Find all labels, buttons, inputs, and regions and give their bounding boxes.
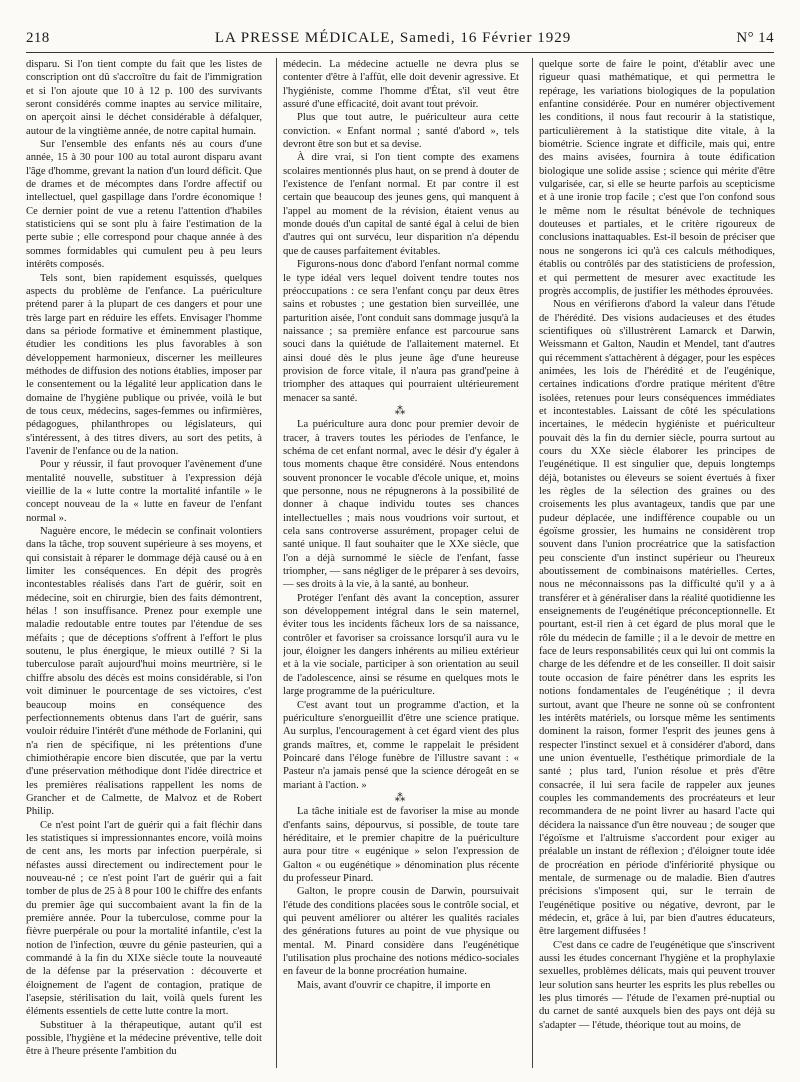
paragraph: Figurons-nous donc d'abord l'enfant normal comme le type idéal vers lequel doivent tendre toutes nos préoccupations : ce sera l'enfant conçu par deux êtres sains et robustes ; une gestation bien surveillée, une parturition aisée, l'ont conduit sans dommage jusqu'à la naissance ; sa première enfance est parcourue sans souci dans la quiétude de l'allaitement maternel. Et ainsi doué dès le plus jeune âge d'une heureuse provision de force vitale, il n'aura pas grand'peine à triompher des attaques qui pourraient ultérieurement menacer sa santé.	[283, 259, 519, 404]
paragraph: Nous en vérifierons d'abord la valeur dans l'étude de l'hérédité. Des visions audacieuses et des études scientifiques où s'illustrèrent Lamarck et Darwin, Weissmann et Galton, Naudin et Mendel, tant d'autres qui récemment s'attachèrent à dégager, pour les espèces animées, les lois de l'hérédité et de l'eugénique, certaines indications d'ordre pratique méritent d'être isolées, retenues pour leurs conséquences immédiates et incontestables. Laissant de côté les spéculations incertaines, le médecin hygiéniste et puériculteur pouvait dès la fin du dernier siècle, pourra surtout au cours du XXe siècle élaborer les principes de l'eugénétique. Il est singulier que, depuis longtemps déjà, botanistes ou éleveurs se soient évertués à fixer les règles de la sélection des graines ou des croisements les plus avantageux, tandis que par une pudeur déplacée, une indifférence coupable ou un égoïsme grossier, les humains ne considèrent trop souvent dans l'union procréatrice que la satisfaction peu consciente d'un instinct supérieur ou l'heureux aboutissement de combinaisons matérielles. Certes, nous ne méconnaissons pas la difficulté qu'il y a à transférer et à généraliser dans la réalité quotidienne les enseignements de l'eugénétique préconceptionnelle. Et pourtant, est-il rien à cet égard de plus moral que le rôle du médecin de famille ; il a le devoir de mettre en face de leurs responsabilités ceux qui lui ont commis la charge de les défendre et de les conseiller. Il doit saisir toute occasion de faire pénétrer dans les esprits les notions fondamentales de l'eugénétique ; il devra surtout, avant que l'heure ne sonne où se confrontent les intérêts matériels, ou lorsque même les sentiments dominent la raison, former l'esprit des jeunes gens à respecter l'instinct sexuel et à considérer d'abord, dans une union éventuelle, l'esthétique primordiale de la santé ; plus tard, l'union résolue et près d'être consacrée, il lui sera facile de rappeler aux jeunes couples les commandements des procréateurs et leur recommandera de ne point livrer au hasard l'acte qui décidera la naissance d'un être nouveau ; de souger que l'égoïsme et l'altruisme s'accordent pour exiger au préalable un instant de réflexion ; d'éloigner toute idée de procréation en période d'infériorité physique ou mentale, de surmenage ou de maladie. Bien d'autres précisions s'imposent qui, sur le terrain de l'eugénétique positive ou négative, devront, par le médecin, et, grâce à lui, par bien d'autres éducateurs, être largement diffusées !	[539, 299, 775, 938]
paragraph: Galton, le propre cousin de Darwin, poursuivait l'étude des conditions placées sous le contrôle social, et qui peuvent améliorer ou altérer les qualités raciales des générations futures au point de vue physique ou mental. M. Pinard considère dans l'eugénétique l'utilisation plus prochaine des notions médico-sociales en faveur de la bonne procréation humaine.	[283, 886, 519, 978]
column-1	[26, 58, 262, 1068]
paragraph: quelque sorte de faire le point, d'établir avec une rigueur quasi mathématique, et qui permettra le repérage, les variations biologiques de la population enfantine considérée. Pour en numérer objectivement les conditions, il nous faut recourir à la statistique, particulièrement à la statistique dite vitale, à la biométrie. Science ingrate et difficile, mais qui, entre des mains avisées, fournira à toute édification biologique une solide assise ; science qui mérite d'être vulgarisée, car, si elle se heurte parfois au scepticisme et à une ironie trop facile ; c'est que l'on confond sous le même nom le résultat bénévole de techniques douteuses et partiales, et le critère rigoureux de conclusions inattaquables. Est-il besoin de préciser que nous ne songerons ici qu'à ces calculs méthodiques, établis ou contrôlés par des statisticiens de profession, et qui permettent de mesurer avec exactitude les progrès accomplis, de justifier les méthodes éprouvées.	[539, 59, 775, 297]
paragraph: Protéger l'enfant dès avant la conception, assurer son développement intégral dans le sein maternel, éviter tous les incidents fâcheux lors de sa naissance, contrôler et favoriser sa croissance lorsqu'il aura vu le jour, éloigner les dangers inhérents au milieu extérieur et à la vie sociale, participer à son orientation au seuil de l'adolescence, ainsi se résume en quelques mots le large programme de la puériculture.	[283, 592, 519, 698]
column-divider	[532, 58, 533, 1068]
issue-date: Samedi, 16 Février 1929	[399, 30, 572, 46]
paragraph: Ce n'est point l'art de guérir qui a fait fléchir dans les statistiques si impressionnantes encore, voilà moins de cent ans, les morts par infection puerpérale, si néfastes aussi directement ou indirectement pour le nouveau-né ; ce n'est point l'art de guérir qui a fait tomber de plus de 25 à 8 pour 100 le chiffre des enfants du premier âge qui succombaient avant la fin de la première année. Pour la tuberculose, comme pour la fièvre puerpérale ou pour la mortalité infantile, c'est la notion de l'infection, œuvre du génie pasteurien, qui a commandé à la fin du XIXe siècle toute la nouveauté de la défense par la préservation : découverte et éloignement de l'agent de contagion, pratique de l'asepsie, stérilisation du lait, voilà quels furent les éléments essentiels de cette lutte contre la mort.	[26, 819, 262, 1018]
page-number: 218	[26, 30, 50, 46]
header-rule	[26, 52, 774, 53]
section-separator: ⁂	[394, 404, 408, 417]
column-3	[539, 58, 775, 1068]
paragraph: Substituer à la thérapeutique, autant qu'il est possible, l'hygiène et la médecine préventive, telle doit être à l'heure présente l'ambition du	[26, 1019, 262, 1058]
paragraph: La puériculture aura donc pour premier devoir de tracer, à travers toutes les périodes de l'enfance, le schéma de cet enfant normal, avec le désir d'y égaler à tous moments chaque être considéré. Nous entendons souvent prononcer le vocable d'école unique, et, moins que personne, nous ne répugnerons à la possibilité de donner à chaque individu toutes ses chances intellectuelles ; mais nous voudrions voir surtout, et cela sans controverse assurément, propager celui de santé unique. Il faut souhaiter que le XXe siècle, que l'on a déjà surnommé le siècle de l'enfant, fasse triompher, — sans négliger de le préparer à ses devoirs, — ses droits à la vie, à la santé, au bonheur.	[283, 419, 519, 591]
paragraph: Tels sont, bien rapidement esquissés, quelques aspects du problème de l'enfance. La puériculture prétend parer à la plupart de ces dangers et pour une très large part en réduire les effets. Envisager l'homme dans sa période formative et éminemment plastique, étudier les conditions les plus favorables à son développement harmonieux, discerner les meilleures méthodes de diffusion des notions établies, imposer par le consentement ou la légalité leur application dans le domaine de l'hygiène publique ou privée, voilà le but de tous ceux, médecins, sages-femmes ou infirmières, pédagogues, philanthropes ou législateurs, qui s'intéressent, à des titres divers, au sort des petits, à l'avenir de l'enfance ou de la nation.	[26, 272, 262, 457]
paragraph: disparu. Si l'on tient compte du fait que les listes de conscription ont dû s'accroître du fait de l'immigration et si l'on ajoute que 10 à 12 p. 100 des survivants seront considérés comme inaptes au service militaire, on aperçoit ainsi le déchet considérable à défalquer, autour de la vingtième année, de notre capital humain.	[26, 59, 262, 137]
journal-and-date: LA PRESSE MÉDICALE, Samedi, 16 Février 1929	[214, 30, 572, 46]
column-2	[283, 58, 519, 1068]
paragraph: C'est avant tout un programme d'action, et la puériculture s'enorgueillit d'être une science pratique. Au surplus, l'encouragement à cet égard vient des plus grands maîtres, et, comme le rappelait le président Poincaré dans l'éloge funèbre de l'illustre savant : « Pasteur n'a jamais pensé que la science dérogeât en se mariant à l'action. »	[283, 699, 519, 791]
paragraph: Plus que tout autre, le puériculteur aura cette conviction. « Enfant normal ; santé d'abord », tels devront être son but et sa devise.	[283, 112, 519, 151]
paragraph: Mais, avant d'ouvrir ce chapitre, il importe en	[297, 979, 491, 991]
paragraph: Pour y réussir, il faut provoquer l'avènement d'une mentalité nouvelle, substituer à l'expression déjà vieillie de la « lutte contre la mortalité infantile » le concept nouveau de la « lutte en faveur de l'enfant normal ».	[26, 459, 262, 524]
paragraph: Sur l'ensemble des enfants nés au cours d'une année, 15 à 30 pour 100 au total auront disparu avant l'âge d'homme, grevant la nation d'un lourd déficit. Que de drames et de mécomptes dans l'ordre affectif ou intellectuel, quel gaspillage dans l'ordre économique ! Ce dernier point de vue a retenu l'attention d'habiles statisticiens qui se sont plu à faire l'estimation de la perte subie ; elle correspond pour chaque année à des sommes formidables qui cumulent peu à peu leurs intérêts composés.	[26, 139, 262, 271]
paragraph: À dire vrai, si l'on tient compte des examens scolaires mentionnés plus haut, on se prend à douter de l'existence de l'enfant normal. Et par contre il est certain que beaucoup des jeunes gens, qui manquent à l'appel au moment de la révision, étaient venus au monde doués d'un capital de santé égal à celui de bien d'autres qui ont survécu, leur disparition n'a dépendu que de causes parfaitement évitables.	[283, 152, 519, 257]
column-divider	[276, 58, 277, 1068]
paragraph: La tâche initiale est de favoriser la mise au monde d'enfants sains, dépourvus, si possible, de toute tare héréditaire, et le premier chapitre de la puériculture aura pour titre « eugénique » selon l'expression de Galton « ou eugénétique » dénomination plus récente du professeur Pinard.	[283, 806, 519, 884]
journal-title: LA PRESSE MÉDICALE	[214, 30, 391, 46]
page-header	[26, 30, 774, 50]
section-separator: ⁂	[394, 791, 408, 804]
issue-number: N° 14	[736, 30, 774, 46]
paragraph: Naguère encore, le médecin se confinait volontiers dans la tâche, trop souvent supérieure à ses moyens, et qui consistait à réparer le dommage déjà causé ou à en limiter les conséquences. En dépit des progrès incontestables réalisés dans l'art de guérir, soit en médecine, soit en chirurgie, bien des faits démontrent, hélas ! son insuffisance. Prenez pour exemple une maladie redoutable entre toutes par l'étendue de ses méfaits ; que de déceptions s'offrent à l'effort le plus soutenu, le plus énergique, le mieux outillé ? Si la tuberculose paraît aujourd'hui moins meurtrière, si le chiffre absolu des décès est moins considérable, si l'on voit diminuer le pourcentage de ses victoires, c'est beaucoup moins en conséquence des perfectionnements obtenus dans l'art de guérir, sans vouloir réduire l'intérêt d'une méthode de Forlanini, qui n'a rien de spécifique, ni les prétentions d'une chimiothérapie encore bien discutée, que par la vertu d'une préservation méthodique dont l'idée directrice et les premières réalisations rappellent les noms de Grancher et de Calmette, de Malvoz et de Robert Philip.	[26, 526, 262, 818]
paragraph: médecin. La médecine actuelle ne devra plus se contenter d'être à l'affût, elle doit devenir agressive. Et l'hygiéniste, comme l'homme d'État, s'il veut être assuré d'une efficacité, doit avant tout prévoir.	[283, 59, 519, 111]
paragraph: C'est dans ce cadre de l'eugénétique que s'inscrivent aussi les études concernant l'hygiène et la prophylaxie sexuelles, problèmes délicats, mais qui peuvent trouver leur solution sans heurter les esprits les plus rebelles ou les plus timorés — l'étude de l'examen pré-nuptial ou du carnet de santé auxquels bien des pays ont déjà su s'adapter — l'étude, théorique tout au moins, de	[539, 939, 775, 1031]
